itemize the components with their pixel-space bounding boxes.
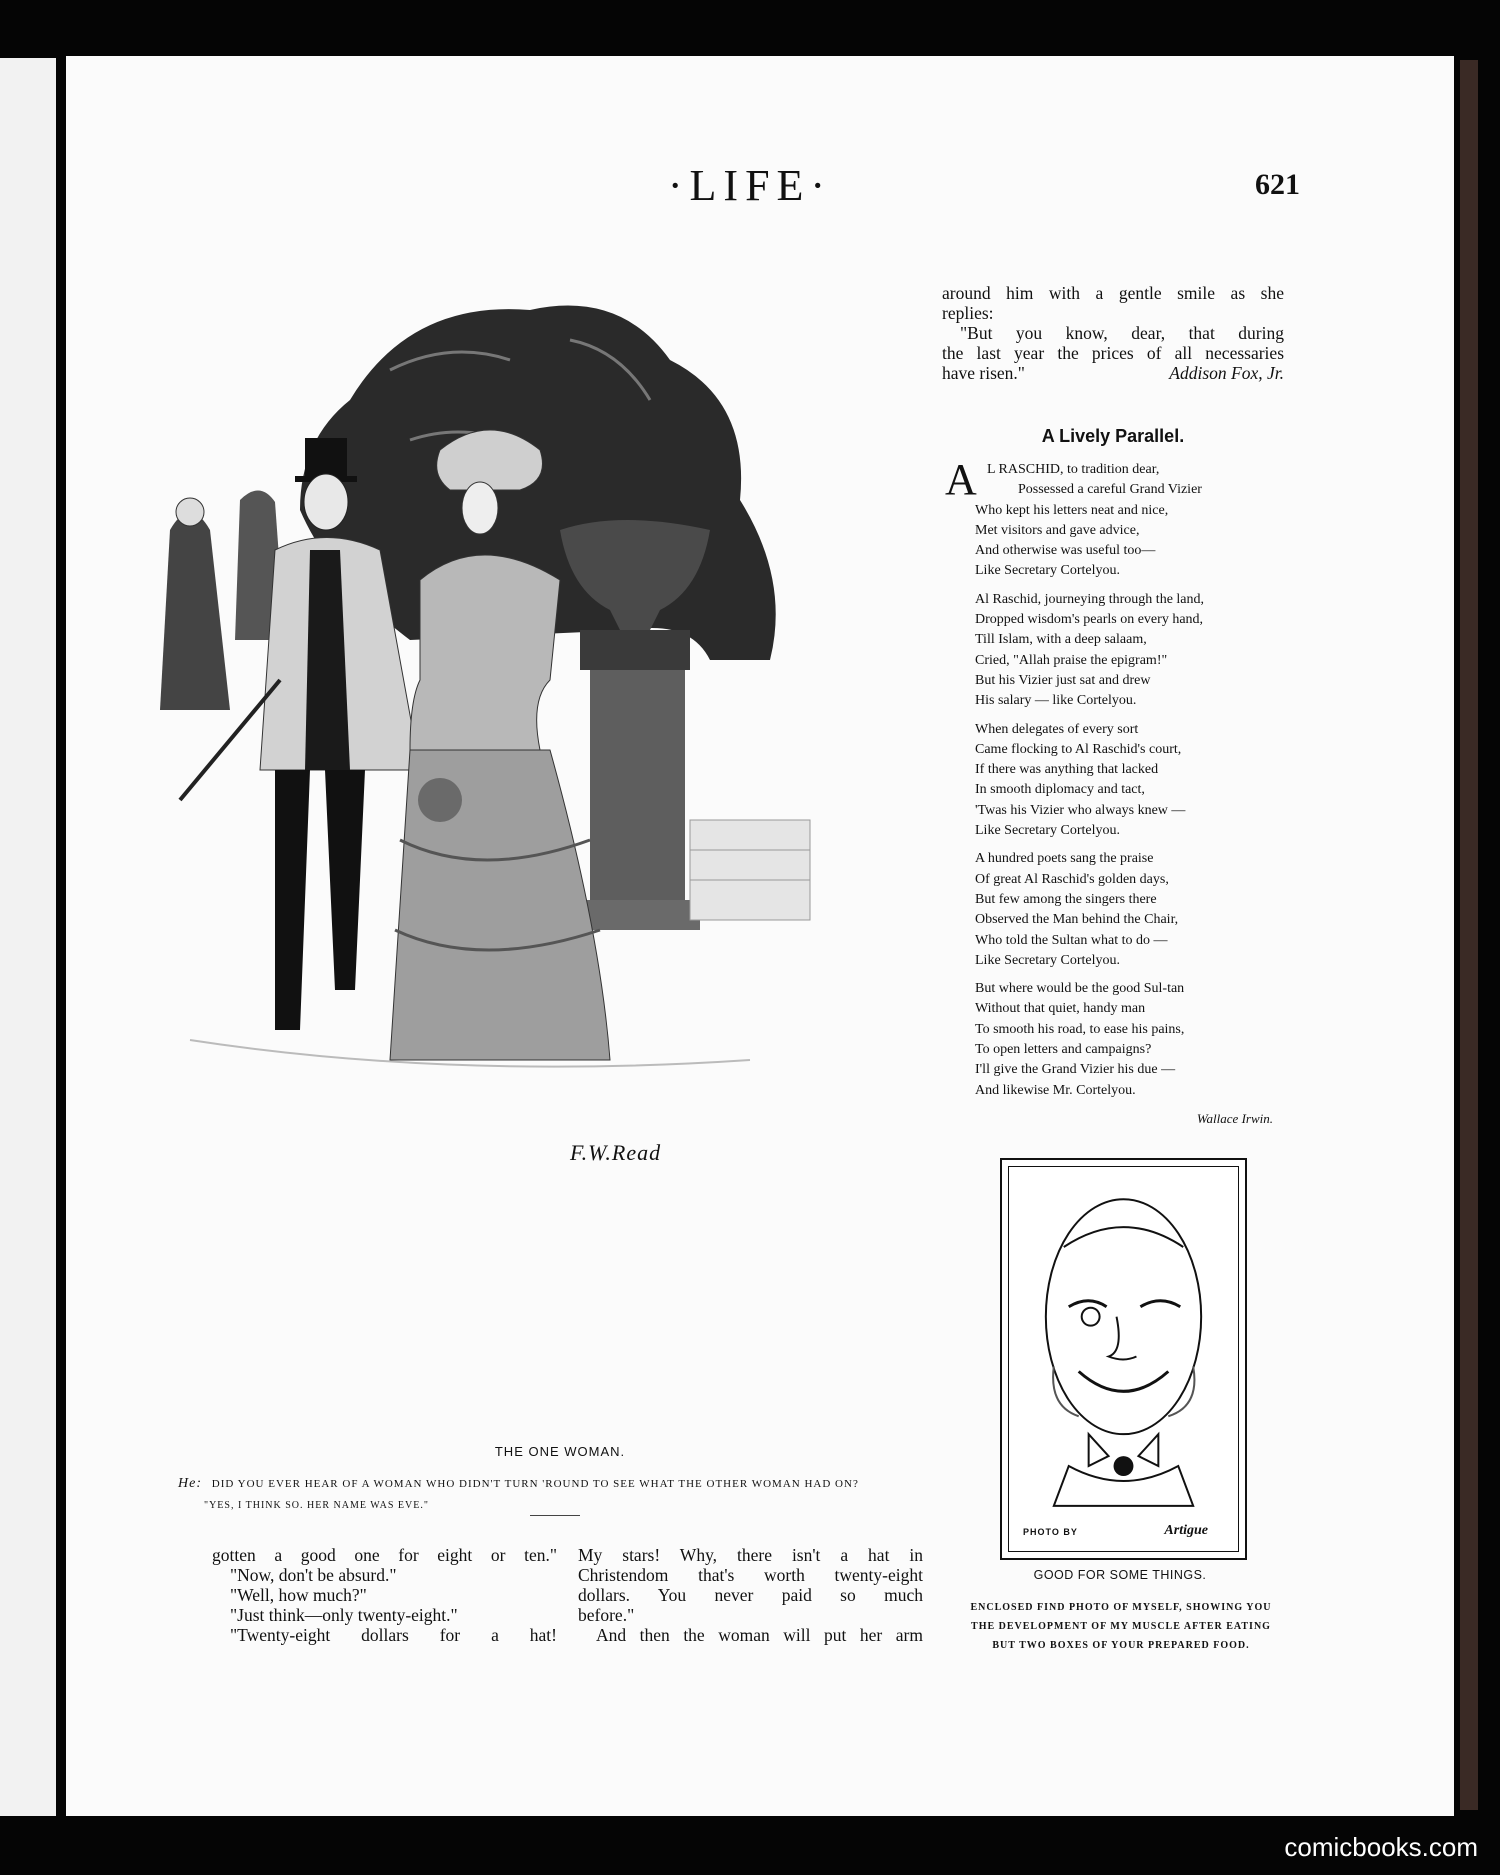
story-line: "Now, don't be absurd." <box>230 1565 397 1585</box>
poem-line: But few among the singers there <box>975 891 1157 907</box>
caption-question-text: DID YOU EVER HEAR OF A WOMAN WHO DIDN'T TURN 'ROUND TO SEE WHAT THE OTHER WOMAN HAD ON? <box>211 1478 859 1490</box>
poem-line: Came flocking to Al Raschid's court, <box>975 741 1182 757</box>
poem-line: Al Raschid, journeying through the land, <box>975 591 1205 607</box>
illustration-caption-question <box>178 1476 968 1492</box>
poem-line: I'll give the Grand Vizier his due — <box>975 1062 1176 1078</box>
story-line: "Well, how much?" <box>230 1585 367 1605</box>
poem-line: A hundred poets sang the praise <box>975 851 1154 867</box>
masthead: ·LIFE· <box>667 161 833 210</box>
story-column-right <box>942 283 1284 383</box>
cartoon-body-line: THE DEVELOPMENT OF MY MUSCLE AFTER EATING <box>971 1621 1271 1632</box>
poem-line: Like Secretary Cortelyou. <box>975 563 1121 579</box>
poem-stanza <box>975 720 1285 842</box>
story-column-left <box>212 1545 557 1645</box>
poem-line: But where would be the good Sul-tan <box>975 981 1185 997</box>
story-line: have risen." <box>942 363 1025 383</box>
poem-line: Without that quiet, handy man <box>975 1001 1146 1017</box>
caption-speaker: He: <box>178 1476 202 1491</box>
poem-line: Possessed a careful Grand Vizier <box>1018 482 1202 498</box>
poem-line: To smooth his road, to ease his pains, <box>975 1021 1185 1037</box>
cartoon-artist-signature: Artigue <box>1164 1523 1208 1538</box>
poem-title: A Lively Parallel. <box>1041 426 1185 446</box>
illustration-caption-answer: "YES, I THINK SO. HER NAME WAS EVE." <box>204 1500 429 1511</box>
story-line: before." <box>578 1605 635 1625</box>
poem-line: Till Islam, with a deep salaam, <box>975 632 1147 648</box>
poem-line: His salary — like Cortelyou. <box>975 693 1137 709</box>
story-line: "But you know, dear, that during <box>960 323 1284 343</box>
poem-line: To open letters and campaigns? <box>975 1042 1152 1058</box>
story-line: "Just think—only twenty-eight." <box>230 1605 458 1625</box>
binding-edge <box>1460 60 1478 1810</box>
poem <box>945 455 1285 1129</box>
cartoon-body-line: BUT TWO BOXES OF YOUR PREPARED FOOD. <box>992 1640 1250 1651</box>
artist-signature: F.W.Read <box>570 1140 662 1165</box>
illustration-one-woman <box>150 280 850 1400</box>
cartoon-caption: GOOD FOR SOME THINGS. <box>1033 1568 1207 1582</box>
poem-line: And likewise Mr. Cortelyou. <box>975 1082 1136 1098</box>
site-watermark: comicbooks.com <box>1284 1832 1478 1862</box>
poem-line: But his Vizier just sat and drew <box>975 672 1151 688</box>
story-line: My stars! Why, there isn't a hat in <box>578 1545 923 1565</box>
cartoon-body <box>946 1598 1296 1655</box>
poem-line: Who told the Sultan what to do — <box>975 932 1168 948</box>
poem-stanza <box>975 979 1285 1101</box>
story-column-middle <box>578 1545 923 1645</box>
poem-line: When delegates of every sort <box>975 721 1139 737</box>
story-line: dollars. You never paid so much <box>578 1585 923 1605</box>
poem-line: 'Twas his Vizier who always knew — <box>975 802 1186 818</box>
poem-line: Like Secretary Cortelyou. <box>975 952 1121 968</box>
adjacent-page-edge <box>0 58 56 1816</box>
story-line: gotten a good one for eight or ten." <box>212 1545 557 1565</box>
photo-by-label: PHOTO BY <box>1023 1527 1078 1537</box>
page-number: 621 <box>1255 168 1300 201</box>
cartoon-photo-frame <box>1000 1158 1247 1560</box>
caption-rule <box>530 1515 580 1516</box>
poem-line: Cried, "Allah praise the epigram!" <box>975 652 1168 668</box>
story-line: the last year the prices of all necessaries <box>942 343 1284 363</box>
poem-line: L RASCHID, to tradition dear, <box>987 462 1160 477</box>
poem-stanza <box>975 460 1285 582</box>
poem-dropcap: A <box>945 455 977 504</box>
poem-stanza <box>975 590 1285 712</box>
poem-line: Observed the Man behind the Chair, <box>975 912 1179 928</box>
illustration-caption-title: THE ONE WOMAN. <box>494 1444 626 1459</box>
story-line: replies: <box>942 303 994 323</box>
poem-line: If there was anything that lacked <box>975 762 1159 778</box>
story-line: And then the woman will put her arm <box>596 1625 923 1645</box>
poem-author: Wallace Irwin. <box>1196 1110 1273 1126</box>
bald-man-caricature <box>1009 1167 1238 1551</box>
story-line: Christendom that's worth twenty-eight <box>578 1565 923 1585</box>
poem-line: Met visitors and gave advice, <box>975 522 1140 538</box>
poem-line: And otherwise was useful too— <box>975 543 1156 559</box>
poem-line: In smooth diplomacy and tact, <box>975 782 1145 798</box>
poem-line: Like Secretary Cortelyou. <box>975 823 1121 839</box>
story-author: Addison Fox, Jr. <box>1169 363 1284 383</box>
poem-line: Who kept his letters neat and nice, <box>975 502 1169 518</box>
cartoon-body-line: ENCLOSED FIND PHOTO OF MYSELF, SHOWING YOU <box>970 1602 1272 1613</box>
poem-line: Of great Al Raschid's golden days, <box>975 871 1169 887</box>
story-line: "Twenty-eight dollars for a hat! <box>230 1625 557 1645</box>
couple-illustration <box>150 280 850 1400</box>
poem-stanza <box>975 849 1285 971</box>
poem-line: Dropped wisdom's pearls on every hand, <box>975 612 1204 628</box>
cartoon-photo <box>1008 1166 1239 1552</box>
story-line: around him with a gentle smile as she <box>942 283 1284 303</box>
